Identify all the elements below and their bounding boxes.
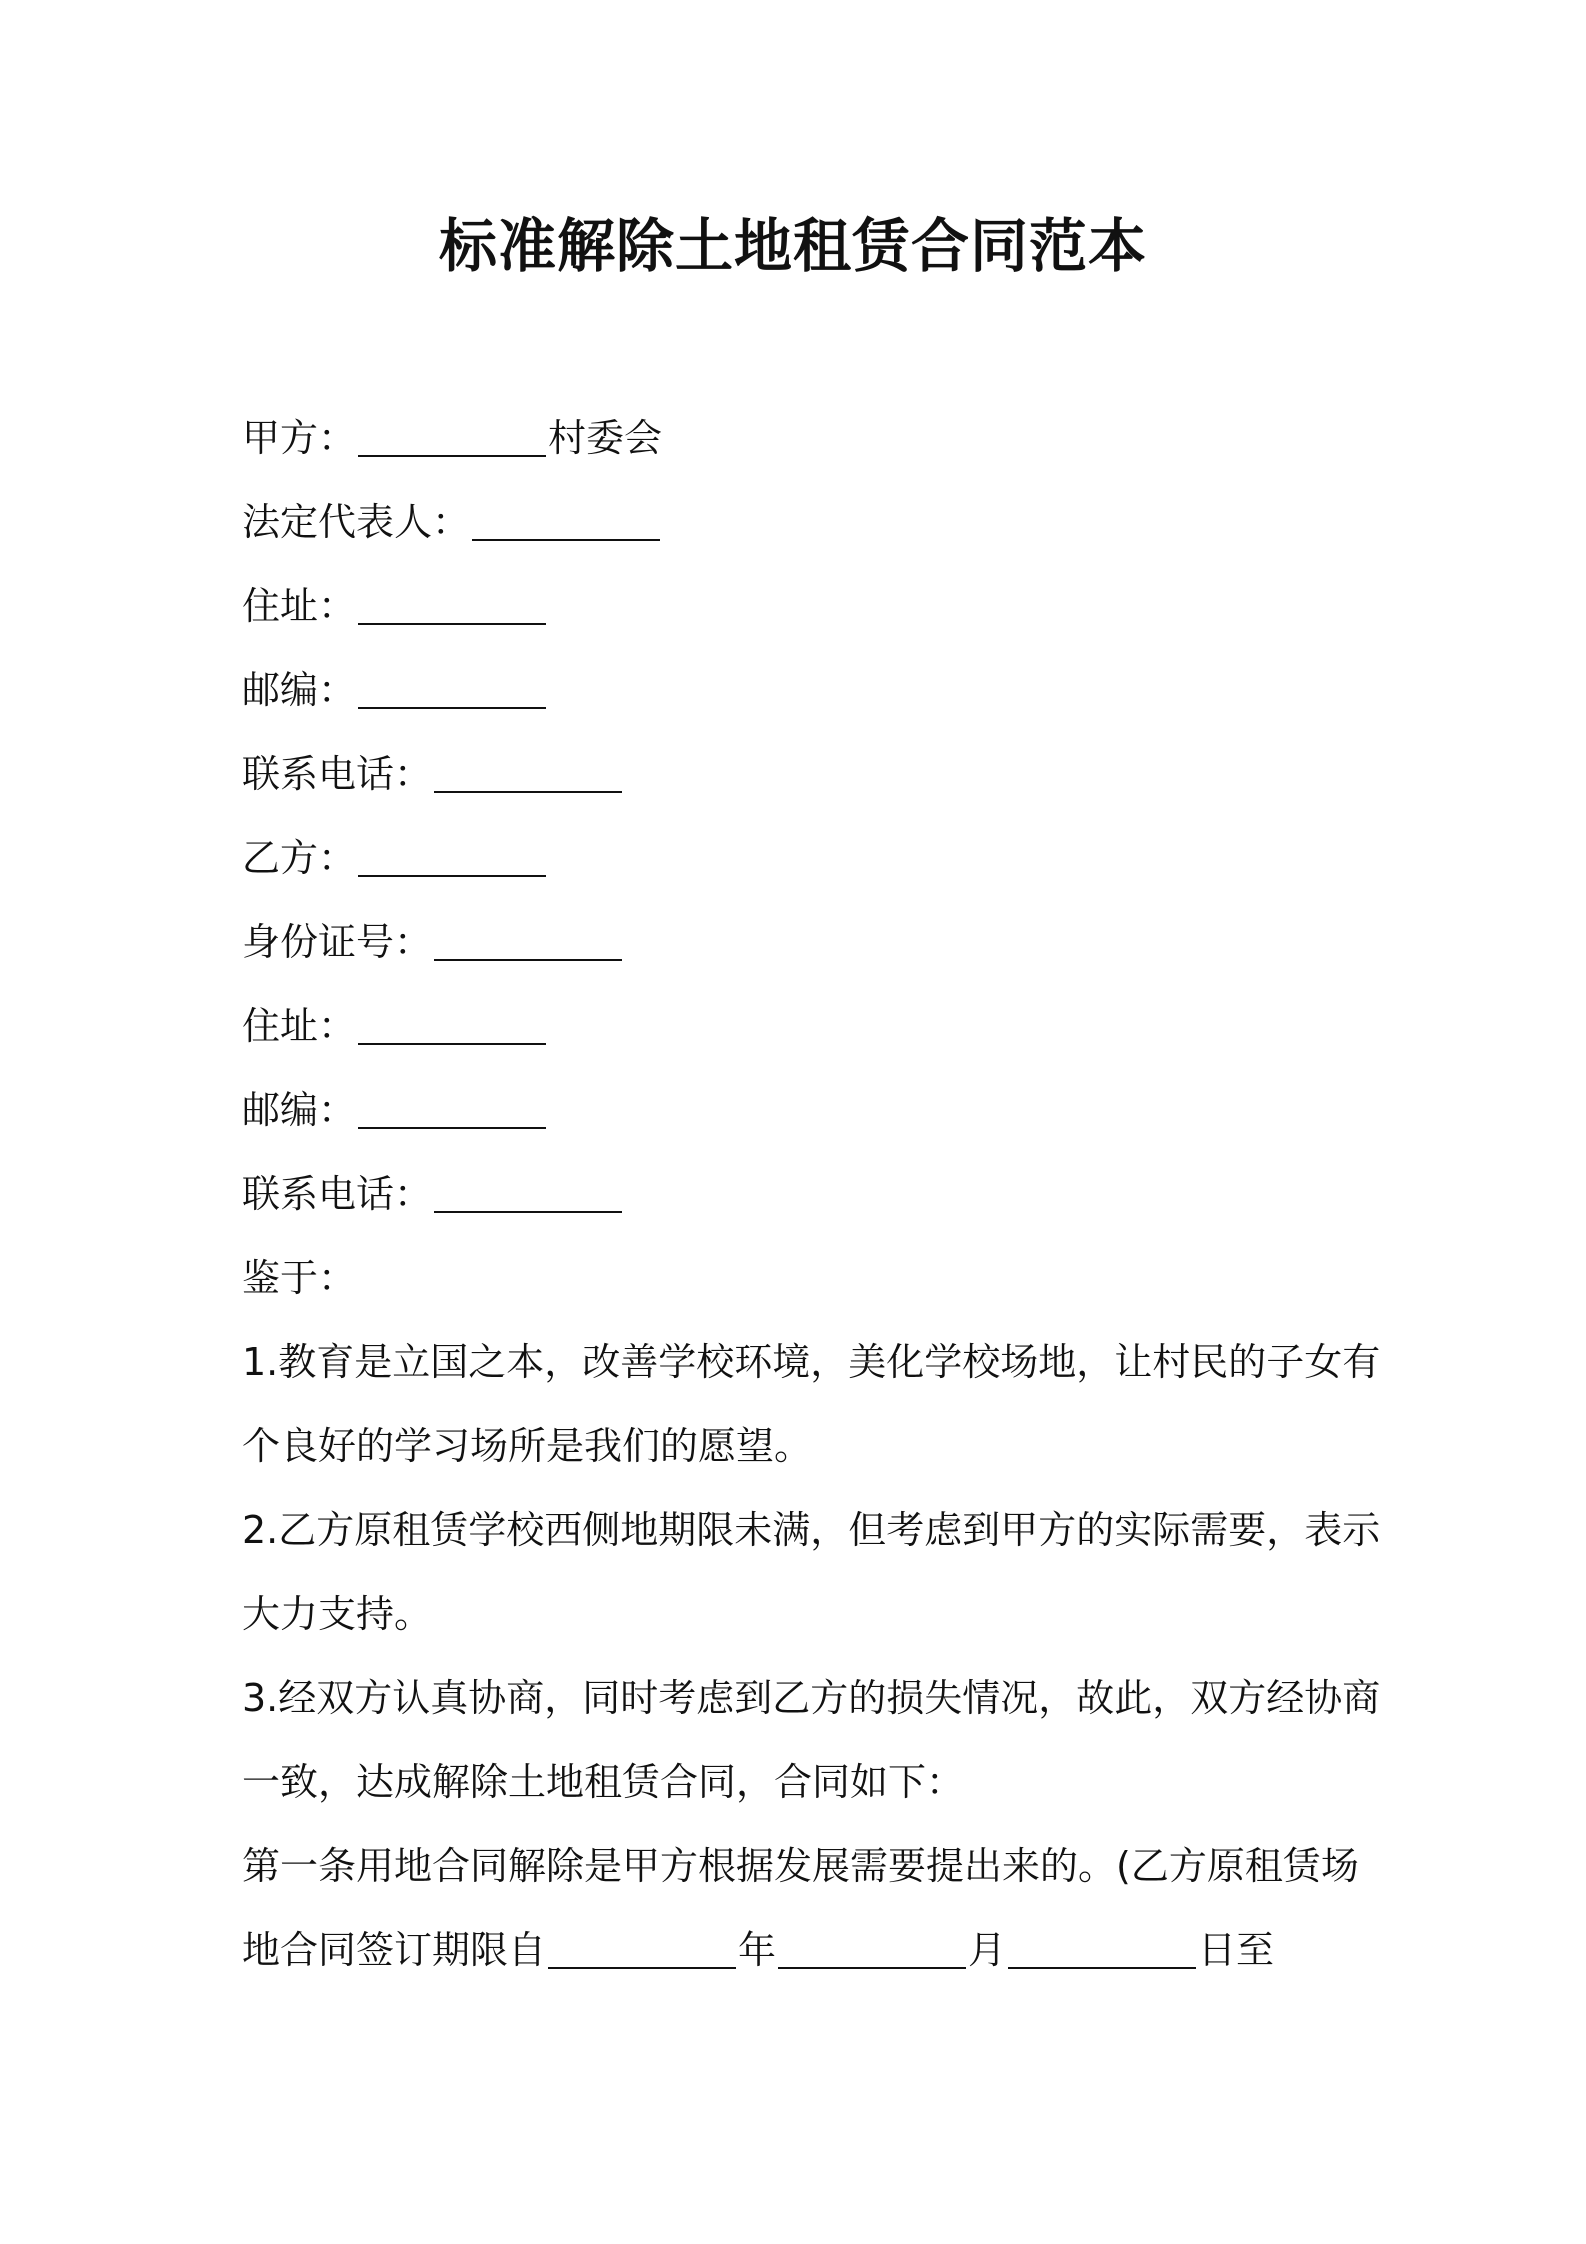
article-1-date-prefix: 地合同签订期限自 [242,1928,547,1972]
party-a-field [242,396,1362,480]
document-title: 标准解除土地租赁合同范本 [438,212,1147,280]
party-a-blank [358,411,546,457]
clause-2-line-2: 大力支持。 [242,1592,433,1636]
day-to-label: 日至 [1198,1928,1275,1972]
party-a-phone-blank [434,747,622,793]
start-year-blank [548,1923,736,1969]
year-label: 年 [738,1928,777,1972]
clause-3-line-2: 一致，达成解除土地租赁合同，合同如下： [242,1760,965,1804]
legal-rep-label: 法定代表人： [242,500,471,544]
article-1-line-2 [242,1908,1362,1992]
party-b-blank [358,831,546,877]
article-1 [242,1824,1362,1992]
party-b-address-label: 住址： [242,1004,357,1048]
clause-1-line-1: 1.教育是立国之本，改善学校环境，美化学校场地，让村民的子女有 [242,1340,1381,1384]
start-month-blank [778,1923,966,1969]
party-a-address-blank [358,579,546,625]
party-a-address-field [242,564,1362,648]
clause-3-line-1: 3.经双方认真协商，同时考虑到乙方的损失情况，故此，双方经协商 [242,1676,1381,1720]
document-body [242,396,1381,1992]
party-a-postcode-blank [358,663,546,709]
party-a-postcode-field [242,648,1362,732]
party-b-field [242,816,1362,900]
party-a-phone-label: 联系电话： [242,752,433,796]
legal-rep-blank [472,495,660,541]
clause-1 [242,1320,1381,1488]
party-b-id-field [242,900,1362,984]
party-a-address-label: 住址： [242,584,357,628]
party-b-address-blank [358,999,546,1045]
party-b-postcode-label: 邮编： [242,1088,357,1132]
party-b-phone-field [242,1152,1362,1236]
clause-2 [242,1488,1381,1656]
whereas-heading: 鉴于： [242,1256,357,1300]
month-label: 月 [968,1928,1007,1972]
clause-2-line-1: 2.乙方原租赁学校西侧地期限未满，但考虑到甲方的实际需要，表示 [242,1508,1381,1552]
party-b-phone-blank [434,1167,622,1213]
start-day-blank [1008,1923,1196,1969]
party-b-phone-label: 联系电话： [242,1172,433,1216]
party-a-label: 甲方： [242,416,357,460]
clause-1-line-2: 个良好的学习场所是我们的愿望。 [242,1424,813,1468]
clause-3 [242,1656,1381,1824]
party-a-suffix: 村委会 [548,416,663,460]
party-b-address-field [242,984,1362,1068]
legal-rep-field [242,480,1362,564]
party-b-label: 乙方： [242,836,357,880]
article-1-line-1: 第一条用地合同解除是甲方根据发展需要提出来的。(乙方原租赁场 [242,1844,1359,1888]
party-b-postcode-field [242,1068,1362,1152]
party-a-postcode-label: 邮编： [242,668,357,712]
party-b-id-blank [434,915,622,961]
party-b-id-label: 身份证号： [242,920,433,964]
party-a-phone-field [242,732,1362,816]
party-b-postcode-blank [358,1083,546,1129]
